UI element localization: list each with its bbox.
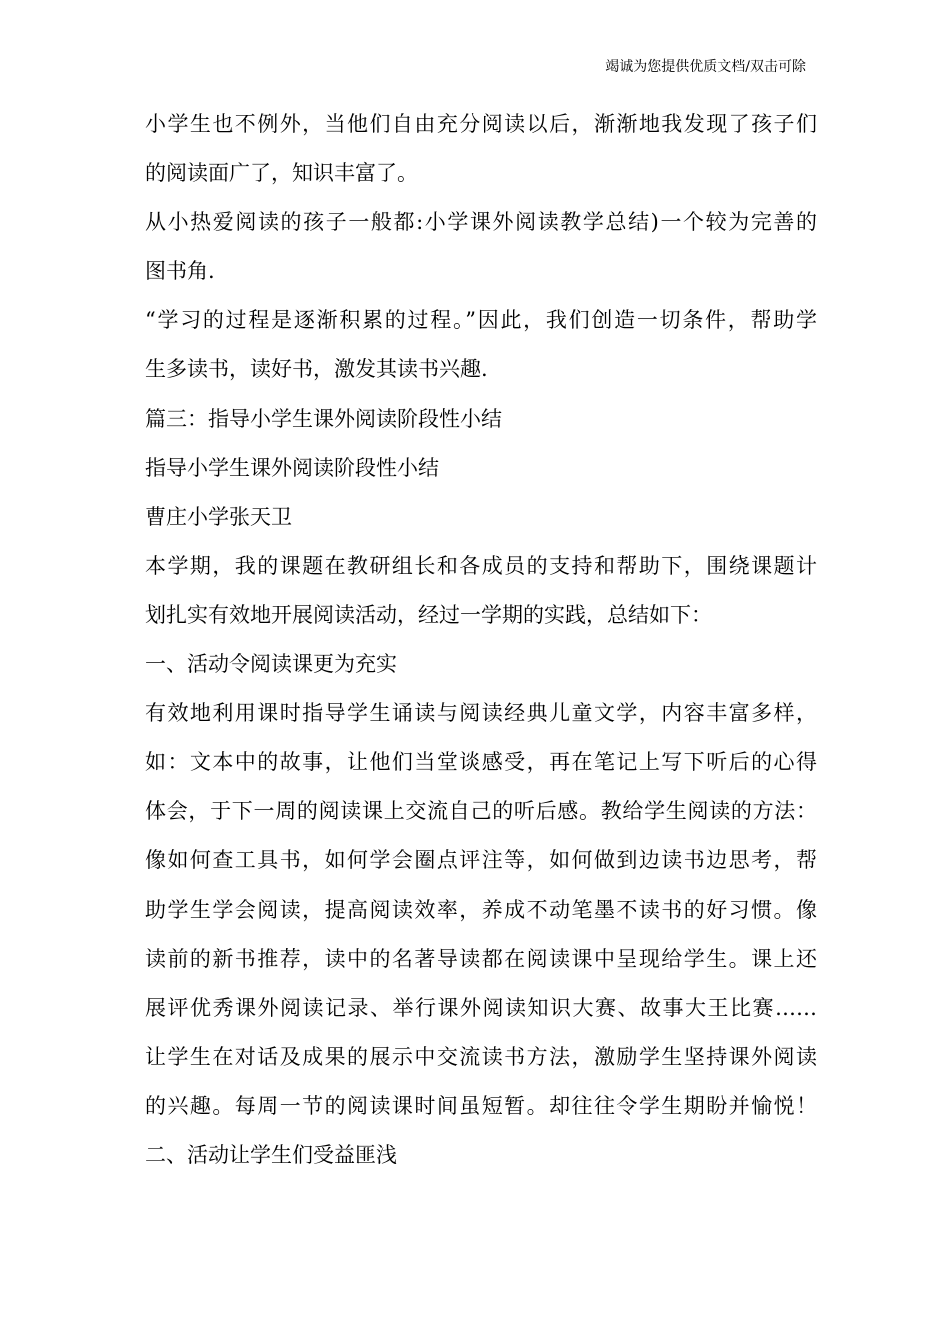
paragraph-line: 本学期，我的课题在教研组长和各成员的支持和帮助下，围绕课题计: [145, 553, 817, 578]
paragraph-line: 展评优秀课外阅读记录、举行课外阅读知识大赛、故事大王比赛……: [145, 995, 817, 1020]
paragraph-line: 助学生学会阅读，提高阅读效率，养成不动笔墨不读书的好习惯。像: [145, 897, 817, 922]
paragraph-line: 划扎实有效地开展阅读活动，经过一学期的实践，总结如下：: [145, 602, 712, 627]
paragraph-line: 图书角.: [145, 259, 215, 284]
paragraph-line: 体会，于下一周的阅读课上交流自己的听后感。教给学生阅读的方法：: [145, 799, 817, 824]
paragraph-line: 有效地利用课时指导学生诵读与阅读经典儿童文学，内容丰富多样，: [145, 701, 817, 726]
paragraph-line: 让学生在对话及成果的展示中交流读书方法，激励学生坚持课外阅读: [145, 1044, 817, 1069]
paragraph-line: 读前的新书推荐，读中的名著导读都在阅读课中呈现给学生。课上还: [145, 946, 817, 971]
section-heading: 二、活动让学生们受益匪浅: [145, 1142, 397, 1167]
paragraph-line: 生多读书，读好书，激发其读书兴趣.: [145, 357, 488, 382]
section-heading: 一、活动令阅读课更为充实: [145, 652, 397, 677]
author-line: 曹庄小学张天卫: [145, 504, 292, 529]
section-heading: 篇三：指导小学生课外阅读阶段性小结: [145, 406, 502, 431]
paragraph-line: 如：文本中的故事，让他们当堂谈感受，再在笔记上写下听后的心得: [145, 750, 817, 775]
article-title: 指导小学生课外阅读阶段性小结: [145, 455, 439, 480]
page-header: 竭诚为您提供优质文档/双击可除: [605, 59, 806, 75]
paragraph-line: 从小热爱阅读的孩子一般都:小学课外阅读教学总结)一个较为完善的: [145, 210, 817, 235]
document-body: [145, 100, 817, 1180]
paragraph-line: 小学生也不例外，当他们自由充分阅读以后，渐渐地我发现了孩子们: [145, 112, 817, 136]
paragraph-line: “学习的过程是逐渐积累的过程。”因此，我们创造一切条件，帮助学: [145, 308, 817, 333]
paragraph-line: 的兴趣。每周一节的阅读课时间虽短暂。却往往令学生期盼并愉悦！: [145, 1093, 817, 1118]
paragraph-line: 的阅读面广了，知识丰富了。: [145, 161, 418, 186]
paragraph-line: 像如何查工具书，如何学会圈点评注等，如何做到边读书边思考，帮: [145, 848, 817, 873]
